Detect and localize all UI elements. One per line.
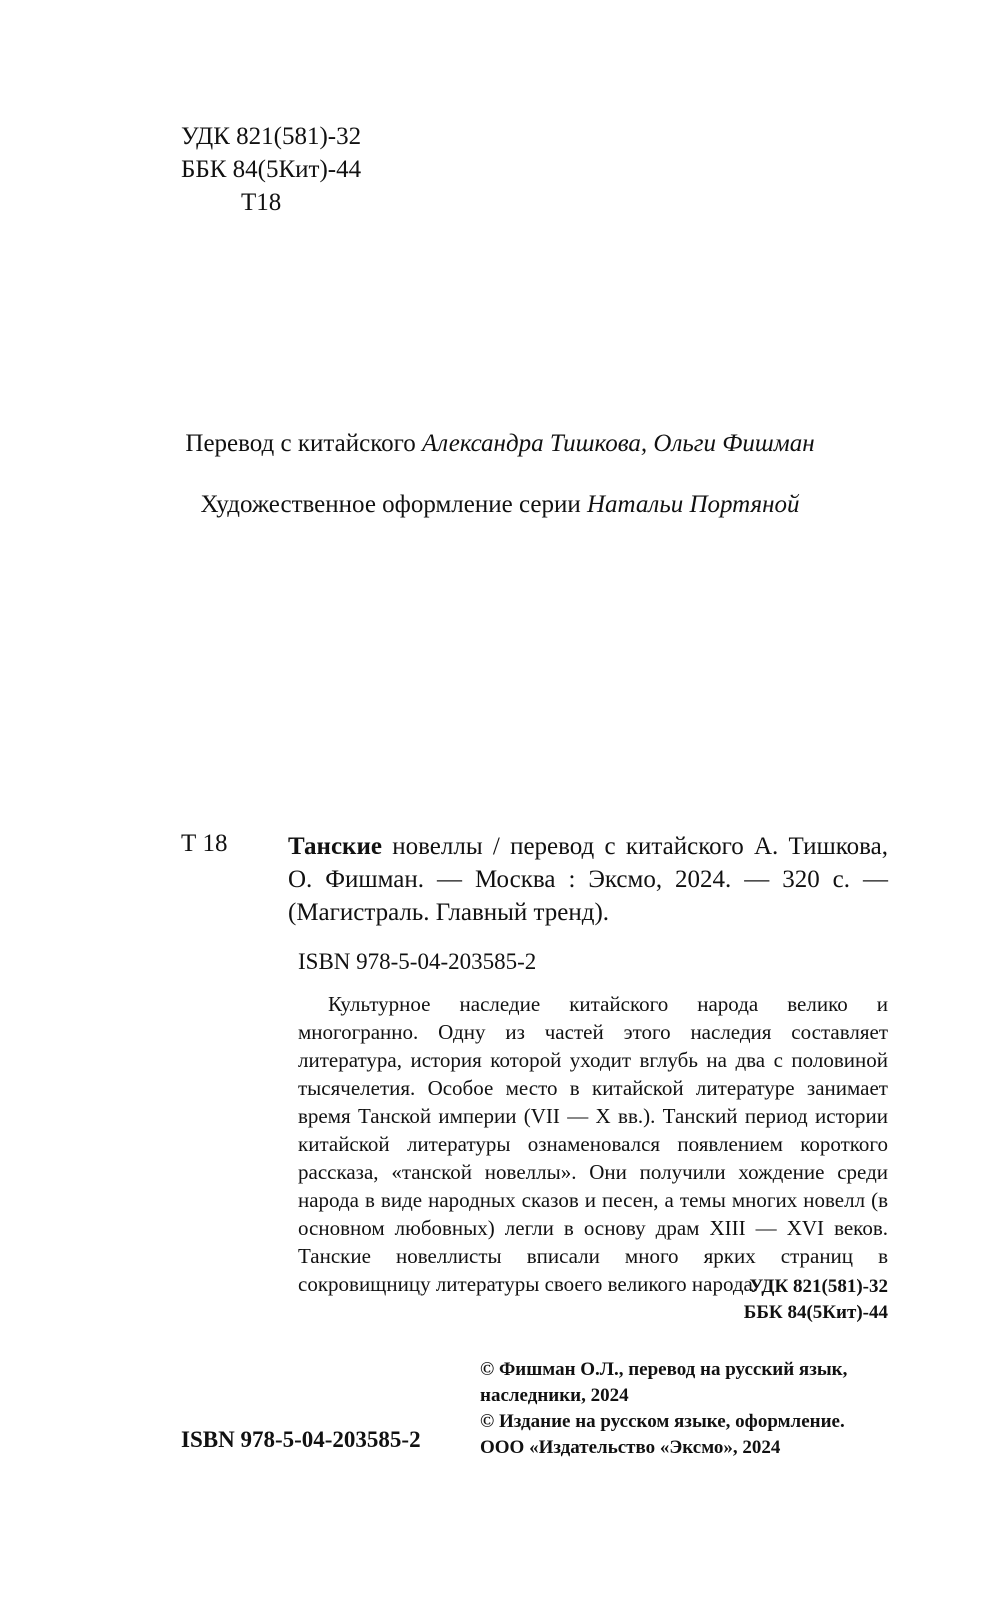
bbk-code: ББК 84(5Кит)-44 <box>181 156 362 183</box>
designer: Натальи Портяной <box>587 491 800 518</box>
entry-isbn: ISBN 978-5-04-203585-2 <box>298 949 537 974</box>
design-prefix: Художественное оформление серии <box>200 491 581 518</box>
translators: Александра Тишкова, Ольги Фишман <box>421 430 815 457</box>
copyright-block <box>480 1357 847 1461</box>
copyright-publisher: ООО «Издательство «Эксмо», 2024 <box>480 1437 781 1458</box>
footer-isbn: ISBN 978-5-04-203585-2 <box>181 1427 421 1452</box>
footer-udk: УДК 821(581)-32 <box>749 1276 888 1297</box>
classification-codes <box>181 120 361 219</box>
annotation: Культурное наследие китайского народа велико и многогранно. Одну из частей этого наследия составляет литература, история которой уходит вглубь на два с половиной тысячелетия. Особое место в китайской литературе занимает время Танской империи (VII — X вв.). Танский период истории китайской литературы ознаменовался появлением короткого рассказа, «танской новеллы». Они получили хождение среди народа в виде народных сказов и песен, а темы многих новелл (в основном любовных) легли в основу драм XIII — XVI веков. Танские новеллисты вписали много ярких страниц в сокровищницу литературы своего великого народа. <box>298 992 888 1296</box>
entry-title: Танские <box>288 833 382 860</box>
author-sign: Т18 <box>241 189 282 216</box>
translation-credit <box>0 430 1000 458</box>
bibliographic-entry <box>288 830 888 929</box>
entry-description: новеллы / перевод с китайского А. Тишкова, О. Фишман. — Москва : Эксмо, 2024. — 320 с. — (Магистраль. Главный тренд). <box>288 833 889 926</box>
copyright-edition: © Издание на русском языке, оформление. <box>480 1411 845 1432</box>
entry-code: Т 18 <box>181 830 228 857</box>
udk-code: УДК 821(581)-32 <box>181 123 362 150</box>
copyright-translation-heirs: наследники, 2024 <box>480 1385 629 1406</box>
footer-bbk: ББК 84(5Кит)-44 <box>743 1302 888 1323</box>
copyright-translation: © Фишман О.Л., перевод на русский язык, <box>480 1359 848 1380</box>
design-credit <box>0 491 1000 519</box>
footer-codes <box>744 1274 888 1326</box>
translation-prefix: Перевод с китайского <box>185 430 416 457</box>
